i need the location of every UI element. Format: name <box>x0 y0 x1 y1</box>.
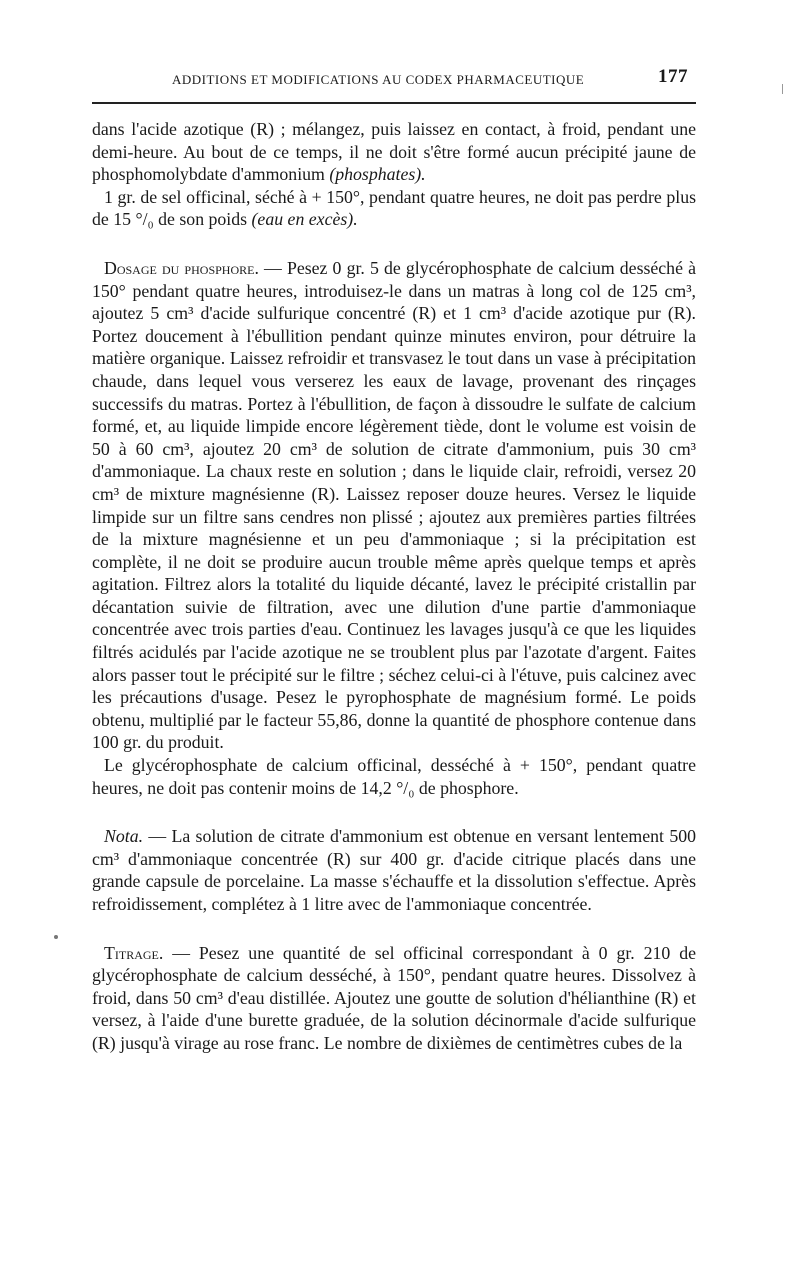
paragraph-dosage-phosphore: Dosage du phosphore. — Pesez 0 gr. 5 de glycérophosphate de calcium desséché à 150° pendant quatre heures, introduisez-le dans un matras à long col de 125 cm³, ajoutez 5 cm³ d'acide sulfurique concentré (R) et 1 cm³ d'acide azotique pur (R). Portez doucement à l'ébullition pendant quinze minutes environ, pour détruire la matière organique. Laissez refroidir et transvasez le tout dans un vase à précipitation chaude, dans lequel vous verserez les eaux de lavage, provenant des rinçages successifs du matras. Portez à l'ébullition, de façon à dissoudre le sulfate de calcium formé, et, au liquide limpide encore légèrement tiède, dont le volume est voisin de 50 à 60 cm³, ajoutez 20 cm³ de solution de citrate d'ammonium, puis 30 cm³ d'ammoniaque. La chaux reste en solution ; dans le liquide clair, refroidi, versez 20 cm³ de mixture magnésienne (R). Laissez reposer douze heures. Versez le liquide limpide sur un filtre sans cendres non plissé ; ajoutez aux premières parties filtrées de la mixture magnésienne et un peu d'ammoniaque ; si la précipitation est complète, il ne doit se produire aucun trouble même après quelque temps et après agitation. Filtrez alors la totalité du liquide décanté, lavez le précipité cristallin par décantation suivie de filtration, avec une dilution d'une partie d'ammoniaque concentrée avec trois parties d'eau. Continuez les lavages jusqu'à ce que les liquides filtrés acidulés par l'acide azotique ne se troublent plus par l'azotate d'argent. Faites alors passer tout le précipité sur le filtre ; séchez celui-ci à l'étuve, puis calcinez avec les précautions d'usage. Pesez le pyrophosphate de magnésium formé. Le poids obtenu, multiplié par le facteur 55,86, donne la quantité de phosphore contenue dans 100 gr. du produit. <box>92 257 696 753</box>
paragraph-phosphates-test: dans l'acide azotique (R) ; mélangez, puis laissez en contact, à froid, pendant une demi-heure. Au bout de ce temps, il ne doit s'être formé aucun précipité jaune de phosphomolybdate d'ammonium (phosphates). <box>92 119 696 185</box>
header-rule <box>92 102 696 104</box>
document-page <box>92 66 696 1055</box>
paragraph-water-excess: 1 gr. de sel officinal, séché à + 150°, pendant quatre heures, ne doit pas perdre plus de 15 °/₀ de son poids (eau en excès). <box>92 186 696 230</box>
paragraph-titrage: Titrage. — Pesez une quantité de sel officinal correspondant à 0 gr. 210 de glycérophosphate de calcium desséché, à 150°, pendant quatre heures. Dissolvez à froid, dans 50 cm³ d'eau distillée. Ajoutez une goutte de solution d'hélianthine (R) et versez, à l'aide d'une burette graduée, de la solution décinormale d'acide sulfurique (R) jusqu'à virage au rose franc. Le nombre de dixièmes de centimètres cubes de la <box>92 942 696 1053</box>
margin-dot <box>54 935 58 939</box>
page-number: 177 <box>658 66 688 87</box>
running-title: ADDITIONS ET MODIFICATIONS AU CODEX PHARMACEUTIQUE <box>172 72 585 87</box>
margin-mark <box>782 84 783 94</box>
paragraph-nota: Nota. — La solution de citrate d'ammonium est obtenue en versant lentement 500 cm³ d'ammoniaque concentrée (R) sur 400 gr. d'acide citrique placés dans une grande capsule de porcelaine. La masse s'échauffe et la dissolution s'effectue. Après refroidissement, complétez à 1 litre avec de l'ammoniaque concentrée. <box>92 826 696 914</box>
section-heading-titrage: Titrage. <box>104 942 164 963</box>
paragraph-phosphorus-minimum: Le glycérophosphate de calcium officinal, desséché à + 150°, pendant quatre heures, ne doit pas contenir moins de 14,2 °/₀ de phosphore. <box>92 755 696 798</box>
running-header <box>92 66 696 92</box>
section-heading-dosage: Dosage du phosphore. <box>104 257 259 278</box>
section-heading-nota: Nota. <box>104 826 144 847</box>
